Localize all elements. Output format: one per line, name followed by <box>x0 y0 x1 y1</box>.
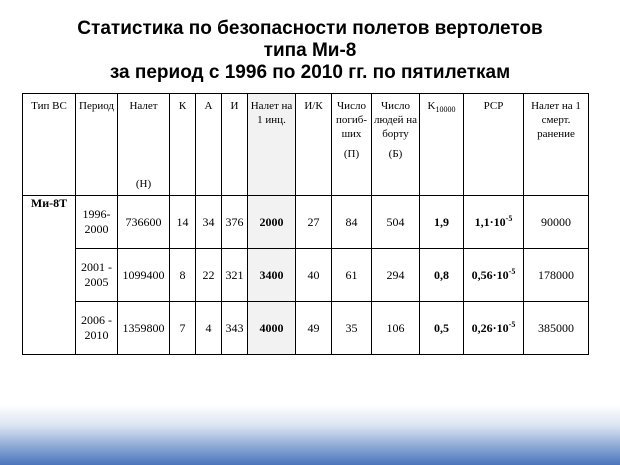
cell-k: 14 <box>170 196 196 249</box>
header-ik: И/К <box>296 94 332 196</box>
cell-hours: 736600 <box>118 196 170 249</box>
safety-statistics-table <box>22 93 589 355</box>
cell-a: 34 <box>196 196 222 249</box>
cell-period: 2006 - 2010 <box>76 302 118 355</box>
header-per-injury: Налет на 1 смерт. ранение <box>524 94 589 196</box>
cell-per-injury: 385000 <box>524 302 589 355</box>
cell-k: 7 <box>170 302 196 355</box>
aircraft-type-cell: Ми-8Т <box>23 196 76 355</box>
cell-ik: 40 <box>296 249 332 302</box>
header-dead <box>332 94 372 196</box>
title-line-2: типа Ми-8 <box>263 40 357 61</box>
cell-period: 2001 - 2005 <box>76 249 118 302</box>
cell-k10000: 0,8 <box>420 249 464 302</box>
cell-rsr-exp: -5 <box>505 214 513 223</box>
table-row <box>23 196 589 249</box>
slide-title <box>0 18 620 84</box>
cell-rsr-base: 1,1·10 <box>474 215 506 229</box>
header-on-board <box>372 94 420 196</box>
cell-rsr-exp: -5 <box>508 320 516 329</box>
header-on-board-label: Число людей на борту <box>373 100 418 140</box>
cell-hours: 1099400 <box>118 249 170 302</box>
header-hours <box>118 94 170 196</box>
cell-k10000: 1,9 <box>420 196 464 249</box>
cell-per-injury: 178000 <box>524 249 589 302</box>
cell-rsr-exp: -5 <box>508 267 516 276</box>
cell-i: 321 <box>222 249 248 302</box>
header-a: А <box>196 94 222 196</box>
cell-rsr <box>464 249 524 302</box>
cell-ik: 49 <box>296 302 332 355</box>
cell-rsr-base: 0,26·10 <box>471 321 509 335</box>
cell-i: 343 <box>222 302 248 355</box>
slide-footer-gradient <box>0 405 620 465</box>
cell-hours: 1359800 <box>118 302 170 355</box>
cell-on-board: 504 <box>372 196 420 249</box>
header-rsr: РСР <box>464 94 524 196</box>
cell-dead: 35 <box>332 302 372 355</box>
header-type: Тип ВС <box>23 94 76 196</box>
cell-k: 8 <box>170 249 196 302</box>
cell-i: 376 <box>222 196 248 249</box>
cell-per-incident: 2000 <box>248 196 296 249</box>
cell-dead: 61 <box>332 249 372 302</box>
title-line-3: за период с 1996 по 2010 гг. по пятилеткам <box>109 62 511 83</box>
cell-period: 1996-2000 <box>76 196 118 249</box>
header-per-incident: Налет на 1 инц. <box>248 94 296 196</box>
cell-on-board: 106 <box>372 302 420 355</box>
header-dead-sub: (П) <box>343 148 360 160</box>
header-hours-sub: (Н) <box>135 178 152 190</box>
header-row <box>23 94 589 196</box>
cell-rsr <box>464 302 524 355</box>
header-k: К <box>170 94 196 196</box>
header-k10000-sub: 10000 <box>435 105 456 115</box>
header-i: И <box>222 94 248 196</box>
header-k10000-label: K <box>427 100 436 112</box>
cell-rsr <box>464 196 524 249</box>
header-on-board-sub: (Б) <box>388 148 403 160</box>
table-row <box>23 302 589 355</box>
cell-dead: 84 <box>332 196 372 249</box>
cell-ik: 27 <box>296 196 332 249</box>
cell-per-incident: 3400 <box>248 249 296 302</box>
header-hours-label: Налет <box>129 100 158 112</box>
title-line-1: Статистика по безопасности полетов вертолетов <box>77 18 543 39</box>
header-period: Период <box>76 94 118 196</box>
header-dead-label: Число погиб-ших <box>335 100 368 140</box>
cell-rsr-base: 0,56·10 <box>471 268 509 282</box>
cell-a: 4 <box>196 302 222 355</box>
cell-a: 22 <box>196 249 222 302</box>
table-row <box>23 249 589 302</box>
cell-per-incident: 4000 <box>248 302 296 355</box>
cell-per-injury: 90000 <box>524 196 589 249</box>
cell-on-board: 294 <box>372 249 420 302</box>
header-k10000 <box>420 94 464 196</box>
cell-k10000: 0,5 <box>420 302 464 355</box>
